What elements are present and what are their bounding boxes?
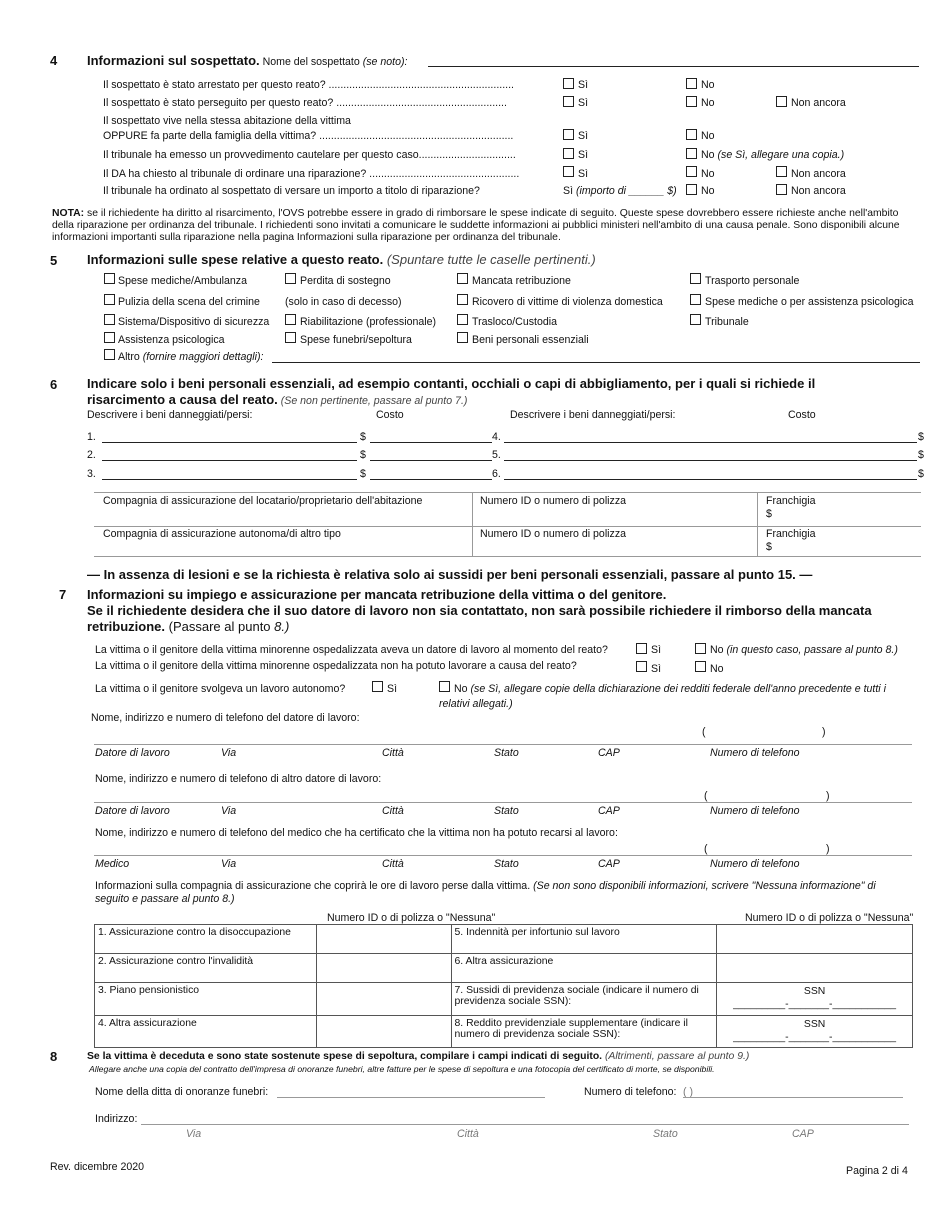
employer2-field[interactable]	[94, 802, 912, 803]
ins-id-6[interactable]	[717, 954, 913, 983]
dollar-sign: $	[360, 449, 366, 461]
q-protective-order: Il tribunale ha emesso un provvedimento cautelare per questo caso.................................	[103, 149, 516, 161]
non-ancora-label: Non ancora	[791, 168, 846, 180]
doctor-sub-name: Medico	[95, 858, 130, 870]
section-4-header	[87, 53, 407, 68]
exp-counseling-checkbox[interactable]	[104, 332, 115, 343]
ins-id-5[interactable]	[717, 925, 913, 954]
doctor-sub-zip: CAP	[598, 858, 620, 870]
insurance-grid-divider-2	[757, 492, 758, 556]
item-5-desc[interactable]	[504, 460, 917, 461]
exp-support-loss-checkbox[interactable]	[285, 273, 296, 284]
exp-security-label: Sistema/Dispositivo di sicurezza	[118, 316, 270, 328]
item-2-number: 2.	[87, 449, 96, 461]
doctor-sub-state: Stato	[494, 858, 519, 870]
non-ancora-label: Non ancora	[791, 185, 846, 197]
funeral-sub-city: Città	[457, 1128, 479, 1140]
insurance-grid-bottom	[94, 556, 921, 557]
selfemp-note-line2: relativi allegati.)	[439, 698, 513, 710]
exp-lost-wages-label: Mancata retribuzione	[472, 275, 571, 287]
employer2-label: Nome, indirizzo e numero di telefono di altro datore di lavoro:	[95, 773, 382, 785]
describe-header-right: Descrivere i beni danneggiati/persi:	[510, 409, 676, 421]
item-4-desc[interactable]	[504, 442, 917, 443]
table-row	[95, 925, 913, 954]
exp-support-loss-label: Perdita di sostegno	[300, 275, 391, 287]
no-label: No	[701, 168, 715, 180]
funeral-sub-zip: CAP	[792, 1128, 814, 1140]
dollar-sign: $	[918, 449, 924, 461]
arrested-no-checkbox[interactable]	[686, 78, 697, 89]
selfemp-si-checkbox[interactable]	[372, 681, 383, 692]
q-da-restitution: Il DA ha chiesto al tribunale di ordinare una riparazione? ...................................................	[103, 168, 520, 180]
si-label: Sì	[578, 79, 589, 91]
item-1-number: 1.	[87, 431, 96, 443]
order-no-checkbox[interactable]	[686, 148, 697, 159]
selfemp-no-checkbox[interactable]	[439, 681, 450, 692]
item-6-desc[interactable]	[504, 479, 917, 480]
si-label: Sì	[387, 683, 398, 695]
doctor-field[interactable]	[94, 855, 912, 856]
nota-label: NOTA:	[52, 208, 85, 219]
item-4-number: 4.	[492, 431, 501, 443]
ins-id-4[interactable]	[316, 1016, 451, 1048]
employer1-sub-zip: CAP	[598, 747, 620, 759]
employer2-sub-street: Via	[221, 805, 237, 817]
q-unable-work: La vittima o il genitore della vittima minorenne ospedalizzata non ha potuto lavorare a causa del reato?	[95, 660, 577, 672]
prosecuted-si-checkbox[interactable]	[563, 96, 574, 107]
q-employed: La vittima o il genitore della vittima minorenne ospedalizzata aveva un datore di lavoro al momento del reato?	[95, 644, 608, 656]
dollar-sign: $	[360, 468, 366, 480]
item-2-desc[interactable]	[102, 460, 357, 461]
exp-funeral-checkbox[interactable]	[285, 332, 296, 343]
ins-type-7: 7. Sussidi di previdenza sociale (indicare il numero di previdenza sociale SSN):	[451, 983, 717, 1016]
exp-property-checkbox[interactable]	[457, 332, 468, 343]
ins-id-1[interactable]	[316, 925, 451, 954]
order-no-label: No (se Sì, allegare una copia.)	[701, 149, 845, 161]
describe-header-left: Descrivere i beni danneggiati/persi:	[87, 409, 253, 421]
q-arrested: Il sospettato è stato arrestato per questo reato? ...............................................................	[103, 79, 514, 91]
item-5-number: 5.	[492, 449, 501, 461]
exp-counseling-label: Assistenza psicologica	[118, 334, 225, 346]
q-court-restitution: Il tribunale ha ordinato al sospettato di versare un importo a titolo di riparazione?	[103, 185, 480, 197]
section-8-header: Se la vittima è deceduta e sono state sostenute spese di sepoltura, compilare i campi indicati di seguito. (Altrimenti, passare al punto 9.)	[87, 1051, 750, 1062]
ins-type-6: 6. Altra assicurazione	[451, 954, 717, 983]
renter-insurance-label: Compagnia di assicurazione del locatario/proprietario dell'abitazione	[103, 495, 423, 507]
doctor-label: Nome, indirizzo e numero di telefono del medico che ha certificato che la vittima non ha potuto recarsi al lavoro:	[95, 827, 618, 839]
funeral-sub-street: Via	[186, 1128, 202, 1140]
employer1-sub-state: Stato	[494, 747, 519, 759]
exp-transport-label: Trasporto personale	[705, 275, 800, 287]
employer1-paren-close: )	[822, 726, 826, 738]
table-row	[95, 983, 913, 1016]
exp-medical-counseling-label: Spese mediche o per assistenza psicologica	[705, 296, 914, 308]
exp-medical-counseling-checkbox[interactable]	[690, 294, 701, 305]
funeral-address-field[interactable]	[141, 1124, 909, 1125]
employer1-sub-street: Via	[221, 747, 237, 759]
employer2-paren-open: (	[704, 790, 708, 802]
doctor-paren-close: )	[826, 843, 830, 855]
ins-type-8: 8. Reddito previdenziale supplementare (indicare il numero di previdenza sociale SSN):	[451, 1016, 717, 1048]
dollar-sign: $	[360, 431, 366, 443]
renter-deductible-label: Franchigia	[766, 495, 816, 507]
cost-header-left: Costo	[376, 409, 404, 421]
q-self-employed: La vittima o il genitore svolgeva un lavoro autonomo?	[95, 683, 346, 695]
funeral-phone-label: Numero di telefono:	[584, 1086, 677, 1098]
ins-type-4: 4. Altra assicurazione	[95, 1016, 317, 1048]
no-label: No	[701, 130, 715, 142]
employed-no-checkbox[interactable]	[695, 643, 706, 654]
si-label: Sì	[578, 130, 589, 142]
unable-no-checkbox[interactable]	[695, 661, 706, 672]
funeral-home-field[interactable]	[277, 1097, 545, 1098]
no-label: No	[701, 97, 715, 109]
exp-property-label: Beni personali essenziali	[472, 334, 589, 346]
da-no-checkbox[interactable]	[686, 166, 697, 177]
renter-deductible-dollar: $	[766, 508, 772, 520]
dollar-sign: $	[918, 468, 924, 480]
exp-court-checkbox[interactable]	[690, 314, 701, 325]
section-7-number: 7	[59, 587, 67, 602]
doctor-sub-street: Via	[221, 858, 237, 870]
exp-support-loss-note: (solo in caso di decesso)	[285, 296, 402, 308]
exp-relocation-label: Trasloco/Custodia	[472, 316, 557, 328]
si-label: Sì	[578, 97, 589, 109]
da-si-checkbox[interactable]	[563, 166, 574, 177]
insurance-grid-divider-1	[472, 492, 473, 556]
q-prosecuted: Il sospettato è stato perseguito per questo reato? ..........................................................	[103, 97, 507, 109]
section-7-title-line1: Informazioni su impiego e assicurazione per mancata retribuzione della vittima o del genitore.	[87, 587, 667, 602]
unable-si-checkbox[interactable]	[636, 661, 647, 672]
nota-paragraph	[52, 208, 922, 244]
no-label: No	[701, 185, 715, 197]
item-3-desc[interactable]	[102, 479, 357, 480]
ins-intro-line2: seguito e passare al punto 8.)	[95, 893, 235, 905]
dollar-sign: $	[918, 431, 924, 443]
ins-col-header-left: Numero ID o di polizza o "Nessuna"	[327, 912, 496, 924]
no-label: No	[710, 663, 724, 675]
page-number: Pagina 2 di 4	[846, 1165, 908, 1177]
section-5-header	[87, 252, 596, 267]
court-no-checkbox[interactable]	[686, 184, 697, 195]
prosecuted-nonancora-checkbox[interactable]	[776, 96, 787, 107]
ins-type-2: 2. Assicurazione contro l'invalidità	[95, 954, 317, 983]
court-si-text: Sì (importo di ______ $)	[563, 185, 677, 197]
exp-cleanup-checkbox[interactable]	[104, 294, 115, 305]
section-6-title-line2: risarcimento a causa del reato. (Se non pertinente, passare al punto 7.)	[87, 392, 468, 407]
da-nonancora-checkbox[interactable]	[776, 166, 787, 177]
employer2-sub-phone: Numero di telefono	[710, 805, 800, 817]
exp-medical-checkbox[interactable]	[104, 273, 115, 284]
exp-other-checkbox[interactable]	[104, 349, 115, 360]
exp-funeral-label: Spese funebri/sepoltura	[300, 334, 412, 346]
si-label: Sì	[578, 168, 589, 180]
ins-ssn-8[interactable]: SSN _________-_______-___________	[717, 1016, 913, 1048]
employer1-label: Nome, indirizzo e numero di telefono del datore di lavoro:	[91, 712, 360, 724]
section-7-title-line2: Se il richiedente desidera che il suo datore di lavoro non sia contattato, non sarà possibile richiedere il rimborso della mancata	[87, 603, 872, 618]
ins-type-3: 3. Piano pensionistico	[95, 983, 317, 1016]
ins-type-5: 5. Indennità per infortunio sul lavoro	[451, 925, 717, 954]
ins-col-header-right: Numero ID o di polizza o "Nessuna"	[745, 912, 914, 924]
section-4-number: 4	[50, 53, 58, 68]
renter-policy-label: Numero ID o numero di polizza	[480, 495, 627, 507]
section-6-number: 6	[50, 377, 58, 392]
section-4-title: Informazioni sul sospettato.	[87, 53, 260, 68]
insurance-grid-top	[94, 492, 921, 493]
exp-medical-label: Spese mediche/Ambulanza	[118, 275, 247, 287]
auto-policy-label: Numero ID o numero di polizza	[480, 528, 627, 540]
item-6-number: 6.	[492, 468, 501, 480]
employer2-sub-name: Datore di lavoro	[95, 805, 170, 817]
doctor-paren-open: (	[704, 843, 708, 855]
table-row	[95, 954, 913, 983]
employer2-paren-close: )	[826, 790, 830, 802]
q-cohabit-a: Il sospettato vive nella stessa abitazione della vittima	[103, 115, 351, 127]
ins-ssn-7[interactable]: SSN _________-_______-___________	[717, 983, 913, 1016]
funeral-home-label: Nome della ditta di onoranze funebri:	[95, 1086, 269, 1098]
section-7-title-line3: retribuzione. (Passare al punto 8.)	[87, 619, 290, 634]
exp-transport-checkbox[interactable]	[690, 273, 701, 284]
doctor-sub-city: Città	[382, 858, 404, 870]
employer2-sub-zip: CAP	[598, 805, 620, 817]
funeral-phone-field[interactable]	[683, 1097, 903, 1098]
table-row	[95, 1016, 913, 1048]
suspect-name-note: (se noto):	[362, 56, 408, 68]
si-label: Sì	[651, 644, 662, 656]
section-5-subtitle: (Spuntare tutte le caselle pertinenti.)	[386, 252, 596, 267]
exp-relocation-checkbox[interactable]	[457, 314, 468, 325]
exp-security-checkbox[interactable]	[104, 314, 115, 325]
doctor-sub-phone: Numero di telefono	[710, 858, 800, 870]
court-nonancora-checkbox[interactable]	[776, 184, 787, 195]
auto-insurance-label: Compagnia di assicurazione autonoma/di altro tipo	[103, 528, 341, 540]
si-label: Sì	[578, 149, 589, 161]
employer1-sub-city: Città	[382, 747, 404, 759]
exp-rehab-label: Riabilitazione (professionale)	[300, 316, 437, 328]
exp-rehab-checkbox[interactable]	[285, 314, 296, 325]
exp-court-label: Tribunale	[705, 316, 749, 328]
selfemp-no-label: No (se Sì, allegare copie della dichiarazione dei redditi federale dell'anno precedente e tutti i	[454, 683, 886, 695]
employer1-field[interactable]	[94, 744, 912, 745]
section-8-number: 8	[50, 1049, 58, 1064]
employer1-paren-open: (	[702, 726, 706, 738]
exp-other-label: Altro (fornire maggiori dettagli):	[118, 351, 264, 363]
ins-id-3[interactable]	[316, 983, 451, 1016]
funeral-sub-state: Stato	[653, 1128, 678, 1140]
si-label: Sì	[651, 663, 662, 675]
order-si-checkbox[interactable]	[563, 148, 574, 159]
exp-shelter-checkbox[interactable]	[457, 294, 468, 305]
exp-other-field[interactable]	[272, 362, 920, 363]
insurance-grid-mid	[94, 526, 921, 527]
non-ancora-label: Non ancora	[791, 97, 846, 109]
nota-text: se il richiedente ha diritto al risarcimento, l'OVS potrebbe essere in grado di rimborsare le spese indicate di seguito. Queste spese dovrebbero essere richieste anche nell'ambito della riparazione per ordinanza del tribunale. I richiedenti sono invitati a comunicare le suddette informazioni ai pubblici ministeri nell'ambito di una causa penale. Sono disponibili alcune informazioni importanti sulla riparazione nella pagina Informazioni sulla riparazione per ordinanza del tribunale.	[52, 208, 900, 243]
section-5-title: Informazioni sulle spese relative a questo reato.	[87, 252, 384, 267]
funeral-phone-format: ( )	[683, 1086, 693, 1098]
ins-id-2[interactable]	[316, 954, 451, 983]
section-6-title-line1: Indicare solo i beni personali essenziali, ad esempio contanti, occhiali o capi di abbigliamento, per i quali si richiede il	[87, 376, 816, 391]
prosecuted-no-checkbox[interactable]	[686, 96, 697, 107]
employer2-sub-city: Città	[382, 805, 404, 817]
section-5-number: 5	[50, 253, 58, 268]
item-3-number: 3.	[87, 468, 96, 480]
auto-deductible-dollar: $	[766, 541, 772, 553]
item-1-cost[interactable]	[370, 442, 492, 443]
employer2-sub-state: Stato	[494, 805, 519, 817]
item-2-cost[interactable]	[370, 460, 492, 461]
item-1-desc[interactable]	[102, 442, 357, 443]
section-8-subtitle: Allegare anche una copia del contratto dell'impresa di onoranze funebri, altre fatture per le spese di sepoltura e una fotocopia del certificato di morte, se disponibili.	[89, 1064, 715, 1074]
suspect-name-field[interactable]	[428, 66, 919, 67]
wage-insurance-table	[94, 924, 913, 1048]
exp-shelter-label: Ricovero di vittime di violenza domestica	[472, 296, 663, 308]
funeral-address-label: Indirizzo:	[95, 1113, 138, 1125]
cohabit-no-checkbox[interactable]	[686, 129, 697, 140]
revision-date: Rev. dicembre 2020	[50, 1161, 145, 1173]
no-label: No	[701, 79, 715, 91]
cost-header-right: Costo	[788, 409, 816, 421]
item-3-cost[interactable]	[370, 479, 492, 480]
suspect-name-label: Nome del sospettato	[262, 56, 360, 68]
auto-deductible-label: Franchigia	[766, 528, 816, 540]
exp-cleanup-label: Pulizia della scena del crimine	[118, 296, 260, 308]
exp-lost-wages-checkbox[interactable]	[457, 273, 468, 284]
q-cohabit-b: OPPURE fa parte della famiglia della vittima? ..................................................................	[103, 130, 514, 142]
skip-instruction: — In assenza di lesioni e se la richiesta è relativa solo ai sussidi per beni personali essenziali, passare al punto 15. —	[87, 567, 813, 582]
ins-intro-line1: Informazioni sulla compagnia di assicurazione che coprirà le ore di lavoro perse dalla vittima. (Se non sono disponibili informazioni, scrivere "Nessuna informazione" di	[95, 880, 876, 892]
employed-no-label: No (in questo caso, passare al punto 8.)	[710, 644, 898, 656]
arrested-si-checkbox[interactable]	[563, 78, 574, 89]
ins-type-1: 1. Assicurazione contro la disoccupazione	[95, 925, 317, 954]
employer1-sub-name: Datore di lavoro	[95, 747, 170, 759]
employer1-sub-phone: Numero di telefono	[710, 747, 800, 759]
cohabit-si-checkbox[interactable]	[563, 129, 574, 140]
employed-si-checkbox[interactable]	[636, 643, 647, 654]
